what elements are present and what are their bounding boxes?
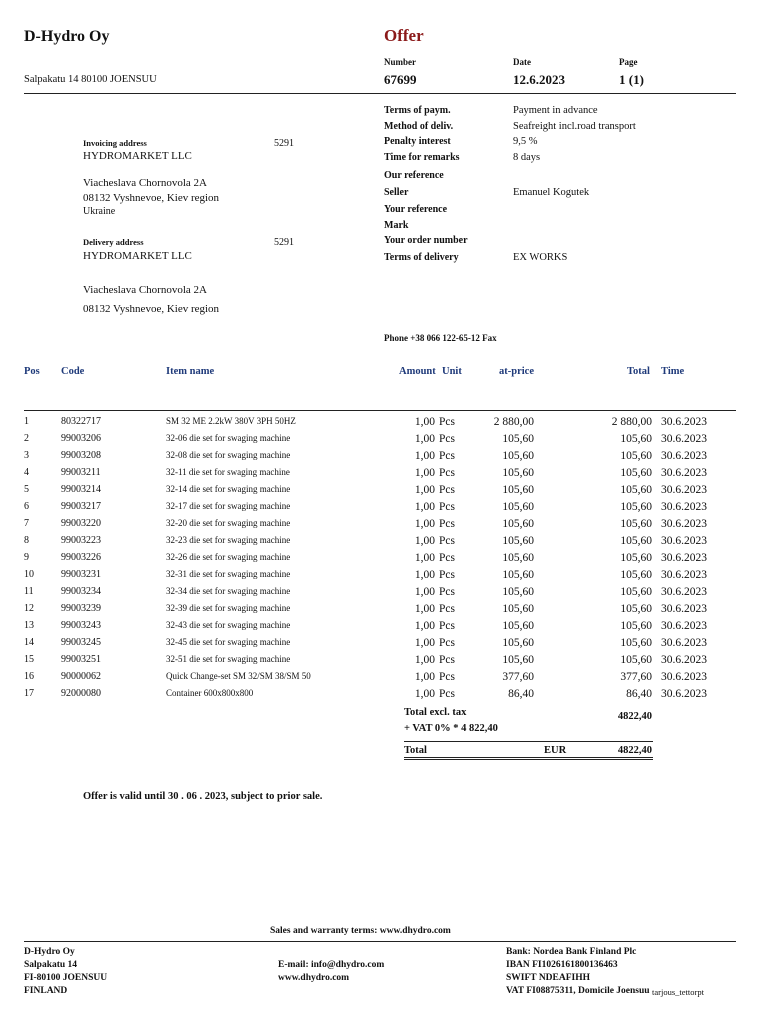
delivery-line1: Viacheslava Chornovola 2A (83, 284, 207, 296)
row-pos: 17 (24, 688, 34, 699)
row-amount: 1,00 (414, 518, 435, 530)
row-time: 30.6.2023 (661, 518, 707, 530)
row-total: 2 880,00 (611, 416, 652, 428)
table-row (0, 654, 768, 671)
footer-bank: Bank: Nordea Bank Finland Plc (506, 947, 637, 957)
row-at-price: 105,60 (502, 569, 534, 581)
col-unit: Unit (442, 366, 462, 377)
row-item-name: 32-17 die set for swaging machine (166, 501, 291, 511)
row-code: 99003211 (61, 467, 101, 478)
row-item-name: 32-39 die set for swaging machine (166, 603, 291, 613)
term-label: Your reference (384, 204, 448, 215)
row-time: 30.6.2023 (661, 586, 707, 598)
table-header-rule (24, 410, 736, 411)
row-amount: 1,00 (414, 671, 435, 683)
row-code: 99003214 (61, 484, 101, 495)
row-amount: 1,00 (414, 467, 435, 479)
table-row (0, 501, 768, 518)
row-unit: Pcs (439, 433, 455, 445)
row-at-price: 105,60 (502, 467, 534, 479)
footer-city: FI-80100 JOENSUU (24, 973, 108, 983)
grand-total-value: 4822,40 (617, 745, 652, 756)
row-code: 99003217 (61, 501, 101, 512)
date-label: Date (513, 57, 531, 67)
footer-company: D-Hydro Oy (24, 947, 75, 957)
delivery-label: Delivery address (83, 237, 144, 247)
company-address: Salpakatu 14 80100 JOENSUU (24, 74, 157, 85)
term-value: Emanuel Kogutek (513, 187, 590, 198)
row-at-price: 105,60 (502, 518, 534, 530)
footer-email[interactable]: E-mail: info@dhydro.com (278, 960, 385, 970)
row-total: 105,60 (620, 484, 652, 496)
row-at-price: 105,60 (502, 484, 534, 496)
row-amount: 1,00 (414, 637, 435, 649)
document-title: Offer (384, 26, 424, 45)
row-pos: 2 (24, 433, 29, 444)
row-total: 105,60 (620, 467, 652, 479)
row-total: 105,60 (620, 433, 652, 445)
delivery-line2: 08132 Vyshnevoe, Kiev region (83, 303, 220, 315)
row-amount: 1,00 (414, 450, 435, 462)
term-label: Our reference (384, 170, 444, 181)
term-value: EX WORKS (513, 252, 568, 263)
row-time: 30.6.2023 (661, 467, 707, 479)
row-item-name: 32-34 die set for swaging machine (166, 586, 291, 596)
row-time: 30.6.2023 (661, 671, 707, 683)
row-total: 105,60 (620, 518, 652, 530)
row-amount: 1,00 (414, 620, 435, 632)
term-label: Seller (384, 187, 409, 198)
row-amount: 1,00 (414, 416, 435, 428)
term-label: Terms of paym. (384, 105, 451, 116)
row-amount: 1,00 (414, 654, 435, 666)
row-time: 30.6.2023 (661, 535, 707, 547)
row-code: 99003208 (61, 450, 101, 461)
page-label: Page (619, 57, 638, 67)
row-code: 99003220 (61, 518, 101, 529)
row-total: 105,60 (620, 569, 652, 581)
row-time: 30.6.2023 (661, 603, 707, 615)
row-code: 99003243 (61, 620, 101, 631)
row-unit: Pcs (439, 484, 455, 496)
invoicing-code: 5291 (274, 138, 294, 149)
col-at-price: at-price (499, 366, 534, 377)
term-label: Your order number (384, 235, 468, 246)
row-code: 99003223 (61, 535, 101, 546)
row-at-price: 105,60 (502, 433, 534, 445)
company-name: D-Hydro Oy (24, 28, 110, 45)
invoicing-label: Invoicing address (83, 138, 147, 148)
term-label: Mark (384, 220, 409, 231)
row-unit: Pcs (439, 637, 455, 649)
total-excl-value: 4822,40 (617, 711, 652, 722)
total-excl-label: Total excl. tax (404, 707, 467, 718)
table-row (0, 620, 768, 637)
row-amount: 1,00 (414, 688, 435, 700)
row-total: 105,60 (620, 654, 652, 666)
row-item-name: Quick Change-set SM 32/SM 38/SM 50 (166, 671, 311, 681)
row-time: 30.6.2023 (661, 620, 707, 632)
row-total: 105,60 (620, 620, 652, 632)
col-total: Total (627, 366, 650, 377)
phone-fax: Phone +38 066 122-65-12 Fax (384, 333, 497, 343)
validity-note: Offer is valid until 30 . 06 . 2023, subject to prior sale. (83, 791, 323, 802)
row-time: 30.6.2023 (661, 450, 707, 462)
term-label: Method of deliv. (384, 121, 454, 132)
footer-country: FINLAND (24, 986, 68, 996)
table-row (0, 484, 768, 501)
row-at-price: 105,60 (502, 586, 534, 598)
col-pos: Pos (24, 366, 40, 377)
row-item-name: 32-26 die set for swaging machine (166, 552, 291, 562)
row-code: 90000062 (61, 671, 101, 682)
row-unit: Pcs (439, 552, 455, 564)
row-pos: 3 (24, 450, 29, 461)
table-row (0, 552, 768, 569)
currency: EUR (544, 745, 567, 756)
row-pos: 5 (24, 484, 29, 495)
term-value: 9,5 % (513, 136, 538, 147)
row-amount: 1,00 (414, 603, 435, 615)
row-item-name: 32-23 die set for swaging machine (166, 535, 291, 545)
row-code: 99003231 (61, 569, 101, 580)
row-total: 86,40 (626, 688, 652, 700)
term-value: 8 days (513, 152, 541, 163)
term-label: Time for remarks (384, 152, 460, 163)
row-time: 30.6.2023 (661, 569, 707, 581)
row-pos: 16 (24, 671, 34, 682)
row-at-price: 105,60 (502, 535, 534, 547)
table-row (0, 637, 768, 654)
total-rule-bottom-1 (404, 757, 653, 758)
row-total: 105,60 (620, 603, 652, 615)
row-time: 30.6.2023 (661, 552, 707, 564)
row-time: 30.6.2023 (661, 688, 707, 700)
row-pos: 4 (24, 467, 29, 478)
row-unit: Pcs (439, 467, 455, 479)
row-item-name: 32-20 die set for swaging machine (166, 518, 291, 528)
row-unit: Pcs (439, 416, 455, 428)
col-code: Code (61, 366, 85, 377)
row-pos: 10 (24, 569, 34, 580)
row-amount: 1,00 (414, 552, 435, 564)
row-time: 30.6.2023 (661, 416, 707, 428)
row-code: 92000080 (61, 688, 101, 699)
footer-website[interactable]: www.dhydro.com (278, 973, 350, 983)
row-unit: Pcs (439, 450, 455, 462)
sales-terms-line: Sales and warranty terms: www.dhydro.com (270, 926, 451, 936)
col-item-name: Item name (166, 366, 215, 377)
invoicing-line3: Ukraine (83, 206, 116, 217)
row-time: 30.6.2023 (661, 433, 707, 445)
table-row (0, 467, 768, 484)
row-time: 30.6.2023 (661, 654, 707, 666)
row-total: 105,60 (620, 586, 652, 598)
row-total: 377,60 (620, 671, 652, 683)
row-at-price: 377,60 (502, 671, 534, 683)
delivery-company: HYDROMARKET LLC (83, 250, 192, 262)
row-total: 105,60 (620, 450, 652, 462)
row-item-name: 32-45 die set for swaging machine (166, 637, 291, 647)
row-at-price: 105,60 (502, 450, 534, 462)
table-row (0, 688, 768, 705)
row-amount: 1,00 (414, 569, 435, 581)
page-number: 1 (1) (619, 72, 644, 87)
row-unit: Pcs (439, 535, 455, 547)
row-at-price: 105,60 (502, 603, 534, 615)
row-unit: Pcs (439, 603, 455, 615)
row-pos: 1 (24, 416, 29, 427)
row-at-price: 105,60 (502, 637, 534, 649)
total-rule-bottom-2 (404, 759, 653, 760)
term-label: Terms of delivery (384, 252, 459, 263)
table-row (0, 569, 768, 586)
invoicing-company: HYDROMARKET LLC (83, 150, 192, 162)
row-total: 105,60 (620, 552, 652, 564)
row-total: 105,60 (620, 501, 652, 513)
row-at-price: 105,60 (502, 501, 534, 513)
invoicing-line1: Viacheslava Chornovola 2A (83, 177, 207, 189)
row-item-name: SM 32 ME 2.2kW 380V 3PH 50HZ (166, 416, 296, 426)
row-unit: Pcs (439, 501, 455, 513)
row-pos: 7 (24, 518, 29, 529)
invoicing-line2: 08132 Vyshnevoe, Kiev region (83, 192, 220, 204)
row-pos: 8 (24, 535, 29, 546)
row-at-price: 105,60 (502, 552, 534, 564)
row-code: 99003234 (61, 586, 101, 597)
header-rule (24, 93, 736, 94)
footer-vat: VAT FI08875311, Domicile Joensuu (506, 986, 650, 996)
term-label: Penalty interest (384, 136, 451, 147)
row-item-name: 32-31 die set for swaging machine (166, 569, 291, 579)
row-code: 99003206 (61, 433, 101, 444)
row-pos: 9 (24, 552, 29, 563)
row-time: 30.6.2023 (661, 484, 707, 496)
term-value: Payment in advance (513, 105, 598, 116)
row-code: 99003251 (61, 654, 101, 665)
table-row (0, 518, 768, 535)
vat-line: + VAT 0% * 4 822,40 (404, 723, 498, 734)
row-item-name: 32-08 die set for swaging machine (166, 450, 291, 460)
col-amount: Amount (399, 366, 436, 377)
row-unit: Pcs (439, 654, 455, 666)
footer-street: Salpakatu 14 (24, 960, 78, 970)
row-amount: 1,00 (414, 433, 435, 445)
row-total: 105,60 (620, 535, 652, 547)
row-code: 99003239 (61, 603, 101, 614)
col-time: Time (661, 366, 685, 377)
footer-iban: IBAN FI1026161800136463 (506, 960, 618, 970)
table-row (0, 603, 768, 620)
row-time: 30.6.2023 (661, 501, 707, 513)
row-code: 99003245 (61, 637, 101, 648)
grand-total-label: Total (404, 745, 427, 756)
table-row (0, 535, 768, 552)
row-item-name: 32-14 die set for swaging machine (166, 484, 291, 494)
row-time: 30.6.2023 (661, 637, 707, 649)
row-amount: 1,00 (414, 586, 435, 598)
document-number: 67699 (384, 72, 417, 87)
total-rule-top (404, 741, 653, 742)
table-row (0, 586, 768, 603)
row-pos: 12 (24, 603, 34, 614)
row-at-price: 105,60 (502, 620, 534, 632)
row-code: 80322717 (61, 416, 101, 427)
row-item-name: Container 600x800x800 (166, 688, 254, 698)
row-item-name: 32-43 die set for swaging machine (166, 620, 291, 630)
table-row (0, 450, 768, 467)
row-unit: Pcs (439, 620, 455, 632)
footer-rule (24, 941, 736, 942)
row-pos: 15 (24, 654, 34, 665)
table-row (0, 416, 768, 433)
row-unit: Pcs (439, 569, 455, 581)
row-amount: 1,00 (414, 501, 435, 513)
row-item-name: 32-51 die set for swaging machine (166, 654, 291, 664)
footer-report-name: tarjous_tettorpt (652, 987, 704, 997)
number-label: Number (384, 57, 416, 67)
row-at-price: 86,40 (508, 688, 534, 700)
row-total: 105,60 (620, 637, 652, 649)
document-date: 12.6.2023 (513, 72, 565, 87)
footer-swift: SWIFT NDEAFIHH (506, 973, 591, 983)
row-unit: Pcs (439, 671, 455, 683)
row-code: 99003226 (61, 552, 101, 563)
row-pos: 14 (24, 637, 34, 648)
row-at-price: 105,60 (502, 654, 534, 666)
delivery-code: 5291 (274, 237, 294, 248)
table-row (0, 433, 768, 450)
row-pos: 6 (24, 501, 29, 512)
row-pos: 13 (24, 620, 34, 631)
row-unit: Pcs (439, 688, 455, 700)
term-value: Seafreight incl.road transport (513, 121, 636, 132)
row-item-name: 32-06 die set for swaging machine (166, 433, 291, 443)
row-item-name: 32-11 die set for swaging machine (166, 467, 290, 477)
row-pos: 11 (24, 586, 34, 597)
row-unit: Pcs (439, 586, 455, 598)
row-unit: Pcs (439, 518, 455, 530)
table-row (0, 671, 768, 688)
row-amount: 1,00 (414, 535, 435, 547)
row-at-price: 2 880,00 (493, 416, 534, 428)
row-amount: 1,00 (414, 484, 435, 496)
